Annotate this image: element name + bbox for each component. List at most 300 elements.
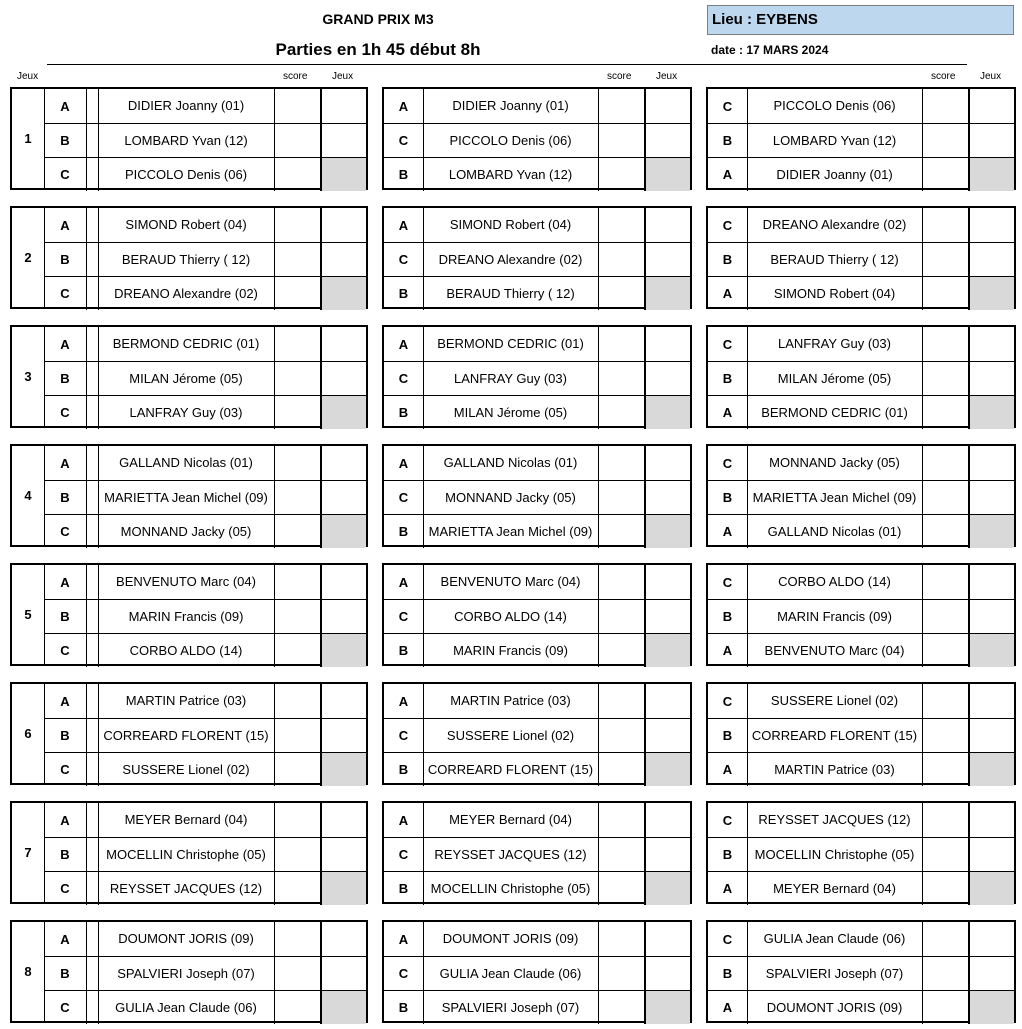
jeux-cell[interactable] (320, 634, 366, 667)
player-row (44, 752, 366, 786)
position-letter: C (60, 286, 70, 301)
position-letter: B (398, 881, 409, 896)
jeux-cell[interactable] (320, 803, 366, 837)
jeux-cell[interactable] (644, 362, 690, 395)
header-jeux-left: Jeux (17, 71, 39, 82)
column-divider (86, 158, 87, 191)
score-cell[interactable] (598, 922, 644, 956)
score-cell[interactable] (598, 243, 644, 276)
player-row (708, 752, 1014, 786)
position-letter: A (398, 574, 409, 590)
score-cell[interactable] (274, 719, 320, 752)
player-name: CORREARD FLORENT (15) (427, 761, 594, 777)
player-name: BERAUD Thierry ( 12) (770, 251, 899, 267)
position-letter: C (722, 574, 733, 590)
score-cell[interactable] (598, 719, 644, 752)
jeux-cell[interactable] (320, 243, 366, 276)
score-cell[interactable] (598, 515, 644, 548)
score-cell[interactable] (922, 362, 968, 395)
position-letter: A (722, 167, 733, 182)
player-name: SUSSERE Lionel (02) (122, 761, 250, 777)
score-cell[interactable] (922, 922, 968, 956)
jeux-cell[interactable] (320, 277, 366, 310)
player-row (384, 837, 690, 871)
position-letter: B (60, 371, 70, 386)
jeux-cell[interactable] (968, 515, 1014, 548)
jeux-cell[interactable] (320, 991, 366, 1024)
jeux-cell[interactable] (644, 803, 690, 837)
score-cell[interactable] (274, 208, 320, 242)
position-letter: A (398, 455, 409, 471)
score-cell[interactable] (274, 89, 320, 123)
game-block (382, 920, 692, 1023)
player-name: DREANO Alexandre (02) (438, 251, 583, 267)
jeux-cell[interactable] (320, 565, 366, 599)
score-cell[interactable] (598, 753, 644, 786)
player-name: MOCELLIN Christophe (05) (430, 880, 591, 896)
game-block (706, 87, 1016, 190)
player-name: SPALVIERI Joseph (07) (765, 965, 904, 981)
score-cell[interactable] (274, 565, 320, 599)
player-row (708, 871, 1014, 905)
player-row (44, 446, 366, 480)
score-cell[interactable] (274, 327, 320, 361)
position-letter: B (398, 286, 409, 301)
jeux-cell[interactable] (320, 208, 366, 242)
score-cell[interactable] (922, 396, 968, 429)
jeux-cell[interactable] (968, 922, 1014, 956)
column-divider (86, 922, 87, 956)
player-name: MOCELLIN Christophe (05) (106, 846, 266, 862)
player-row (384, 361, 690, 395)
player-row (708, 361, 1014, 395)
jeux-cell[interactable] (968, 243, 1014, 276)
jeux-cell[interactable] (644, 991, 690, 1024)
player-row (384, 480, 690, 514)
jeux-cell[interactable] (644, 719, 690, 752)
jeux-cell[interactable] (968, 327, 1014, 361)
score-cell[interactable] (274, 803, 320, 837)
column-divider (86, 208, 87, 242)
score-cell[interactable] (274, 396, 320, 429)
score-cell[interactable] (598, 634, 644, 667)
position-letter: C (60, 881, 70, 896)
jeux-cell[interactable] (644, 396, 690, 429)
score-cell[interactable] (598, 481, 644, 514)
score-cell[interactable] (922, 565, 968, 599)
position-letter: A (722, 286, 733, 301)
score-cell[interactable] (274, 872, 320, 905)
score-cell[interactable] (922, 89, 968, 123)
jeux-cell[interactable] (644, 684, 690, 718)
jeux-cell[interactable] (644, 565, 690, 599)
column-divider (86, 803, 87, 837)
jeux-cell[interactable] (644, 243, 690, 276)
score-cell[interactable] (598, 957, 644, 990)
column-divider (86, 838, 87, 871)
player-name: SUSSERE Lionel (02) (770, 693, 899, 708)
jeux-cell[interactable] (320, 719, 366, 752)
player-row (384, 123, 690, 157)
player-name: REYSSET JACQUES (12) (434, 846, 587, 862)
player-name: CORBO ALDO (14) (778, 574, 891, 589)
position-letter: A (722, 881, 733, 896)
date-text: date : 17 MARS 2024 (711, 43, 829, 57)
score-cell[interactable] (598, 565, 644, 599)
player-name: BENVENUTO Marc (04) (764, 642, 905, 658)
jeux-cell[interactable] (968, 634, 1014, 667)
position-letter: B (60, 133, 70, 148)
score-cell[interactable] (598, 277, 644, 310)
jeux-cell[interactable] (644, 753, 690, 786)
player-row (384, 89, 690, 123)
position-letter: C (722, 693, 733, 709)
game-block (706, 563, 1016, 666)
score-cell[interactable] (922, 515, 968, 548)
position-letter: A (722, 524, 733, 539)
player-name: SPALVIERI Joseph (07) (117, 965, 255, 981)
score-cell[interactable] (598, 872, 644, 905)
jeux-cell[interactable] (644, 515, 690, 548)
jeux-cell[interactable] (320, 838, 366, 871)
score-cell[interactable] (598, 89, 644, 123)
player-row (384, 446, 690, 480)
score-cell[interactable] (598, 446, 644, 480)
jeux-cell[interactable] (968, 600, 1014, 633)
player-row (44, 837, 366, 871)
score-cell[interactable] (598, 803, 644, 837)
jeux-cell[interactable] (320, 957, 366, 990)
jeux-cell[interactable] (644, 481, 690, 514)
score-cell[interactable] (922, 124, 968, 157)
position-letter: C (60, 405, 70, 420)
score-cell[interactable] (598, 991, 644, 1024)
round-number: 8 (12, 922, 45, 1021)
jeux-cell[interactable] (320, 753, 366, 786)
player-name: MILAN Jérome (05) (129, 370, 243, 386)
player-row (44, 276, 366, 310)
player-row (44, 922, 366, 956)
column-divider (86, 124, 87, 157)
jeux-cell[interactable] (320, 446, 366, 480)
position-letter: A (398, 98, 409, 114)
position-letter: A (60, 336, 70, 352)
position-letter: A (722, 1000, 733, 1015)
score-cell[interactable] (922, 600, 968, 633)
column-divider (86, 362, 87, 395)
jeux-cell[interactable] (644, 922, 690, 956)
score-cell[interactable] (922, 327, 968, 361)
player-name: MARTIN Patrice (03) (450, 693, 571, 708)
player-name: REYSSET JACQUES (12) (109, 880, 263, 896)
main-title: GRAND PRIX M3 (322, 11, 434, 27)
score-cell[interactable] (922, 684, 968, 718)
player-row (44, 242, 366, 276)
position-letter: B (722, 728, 733, 743)
player-row (384, 871, 690, 905)
game-block (382, 563, 692, 666)
jeux-cell[interactable] (644, 600, 690, 633)
score-cell[interactable] (922, 991, 968, 1024)
score-cell[interactable] (922, 208, 968, 242)
score-cell[interactable] (598, 396, 644, 429)
position-letter: A (60, 98, 70, 114)
player-row (708, 599, 1014, 633)
score-cell[interactable] (598, 838, 644, 871)
game-block (706, 920, 1016, 1023)
score-cell[interactable] (598, 684, 644, 718)
score-cell[interactable] (598, 327, 644, 361)
player-name: MARIETTA Jean Michel (09) (752, 489, 917, 505)
jeux-cell[interactable] (968, 208, 1014, 242)
jeux-cell[interactable] (968, 362, 1014, 395)
game-block (706, 325, 1016, 428)
player-name: MARTIN Patrice (03) (125, 693, 247, 708)
score-cell[interactable] (598, 362, 644, 395)
player-row (708, 956, 1014, 990)
player-row (708, 123, 1014, 157)
player-name: GALLAND Nicolas (01) (119, 455, 253, 470)
score-cell[interactable] (274, 481, 320, 514)
jeux-cell[interactable] (968, 565, 1014, 599)
player-row (708, 684, 1014, 718)
header-jeux-2: Jeux (656, 71, 678, 82)
jeux-cell[interactable] (320, 362, 366, 395)
position-letter: B (60, 252, 70, 267)
jeux-cell[interactable] (968, 957, 1014, 990)
game-block (382, 801, 692, 904)
player-name: MILAN Jérome (05) (453, 404, 568, 420)
position-letter: B (60, 609, 70, 624)
score-cell[interactable] (274, 243, 320, 276)
position-letter: C (722, 217, 733, 233)
jeux-cell[interactable] (968, 89, 1014, 123)
column-divider (86, 396, 87, 429)
score-cell[interactable] (274, 515, 320, 548)
jeux-cell[interactable] (644, 634, 690, 667)
sub-title: Parties en 1h 45 début 8h (275, 40, 481, 59)
player-name: DIDIER Joanny (01) (127, 98, 245, 113)
jeux-cell[interactable] (644, 124, 690, 157)
jeux-cell[interactable] (320, 872, 366, 905)
column-divider (86, 753, 87, 786)
player-name: GALLAND Nicolas (01) (443, 455, 578, 470)
position-letter: C (722, 336, 733, 352)
position-letter: A (722, 643, 733, 658)
score-cell[interactable] (274, 684, 320, 718)
jeux-cell[interactable] (968, 277, 1014, 310)
score-cell[interactable] (922, 719, 968, 752)
score-cell[interactable] (598, 600, 644, 633)
player-row (708, 327, 1014, 361)
player-name: DIDIER Joanny (01) (776, 166, 893, 182)
jeux-cell[interactable] (968, 684, 1014, 718)
jeux-cell[interactable] (644, 957, 690, 990)
jeux-cell[interactable] (968, 719, 1014, 752)
player-name: SIMOND Robert (04) (773, 285, 896, 301)
jeux-cell[interactable] (968, 481, 1014, 514)
jeux-cell[interactable] (968, 396, 1014, 429)
position-letter: B (722, 371, 733, 386)
player-row (44, 871, 366, 905)
score-cell[interactable] (922, 277, 968, 310)
player-row (44, 327, 366, 361)
player-row (384, 242, 690, 276)
score-cell[interactable] (274, 634, 320, 667)
jeux-cell[interactable] (644, 158, 690, 191)
score-cell[interactable] (274, 124, 320, 157)
score-cell[interactable] (274, 362, 320, 395)
player-row (708, 242, 1014, 276)
jeux-cell[interactable] (320, 396, 366, 429)
player-name: PICCOLO Denis (06) (773, 98, 896, 113)
position-letter: B (722, 609, 733, 624)
score-cell[interactable] (922, 634, 968, 667)
column-divider (86, 481, 87, 514)
jeux-cell[interactable] (644, 277, 690, 310)
position-letter: C (60, 762, 70, 777)
position-letter: B (722, 252, 733, 267)
player-name: MEYER Bernard (04) (124, 812, 248, 827)
player-row (44, 718, 366, 752)
position-letter: C (398, 371, 409, 386)
jeux-cell[interactable] (968, 124, 1014, 157)
header-rule (47, 64, 967, 65)
position-letter: B (722, 133, 733, 148)
jeux-cell[interactable] (320, 922, 366, 956)
score-cell[interactable] (922, 803, 968, 837)
player-row (384, 684, 690, 718)
score-cell[interactable] (274, 957, 320, 990)
column-divider (86, 600, 87, 633)
game-block (10, 920, 368, 1023)
player-name: GALLAND Nicolas (01) (767, 523, 902, 539)
position-letter: A (60, 693, 70, 709)
jeux-cell[interactable] (320, 600, 366, 633)
player-name: PICCOLO Denis (06) (449, 132, 572, 148)
position-letter: B (398, 405, 409, 420)
header-score-3: score (931, 71, 956, 82)
round-number: 5 (12, 565, 45, 664)
position-letter: B (398, 762, 409, 777)
jeux-cell[interactable] (968, 838, 1014, 871)
player-name: CORREARD FLORENT (15) (103, 727, 269, 743)
player-name: LOMBARD Yvan (12) (124, 132, 248, 148)
jeux-cell[interactable] (320, 481, 366, 514)
position-letter: B (398, 524, 409, 539)
score-cell[interactable] (598, 208, 644, 242)
column-divider (86, 991, 87, 1024)
position-letter: C (398, 133, 409, 148)
position-letter: A (722, 762, 733, 777)
score-cell[interactable] (274, 838, 320, 871)
score-cell[interactable] (922, 481, 968, 514)
position-letter: B (398, 1000, 409, 1015)
player-row (708, 89, 1014, 123)
player-name: SIMOND Robert (04) (449, 217, 572, 232)
score-cell[interactable] (274, 158, 320, 191)
jeux-cell[interactable] (968, 872, 1014, 905)
column-divider (86, 684, 87, 718)
jeux-cell[interactable] (644, 327, 690, 361)
player-row (44, 565, 366, 599)
player-name: REYSSET JACQUES (12) (758, 812, 911, 827)
player-name: PICCOLO Denis (06) (124, 166, 248, 182)
header-score-2: score (607, 71, 632, 82)
score-cell[interactable] (274, 922, 320, 956)
position-letter: B (722, 490, 733, 505)
player-name: MARIETTA Jean Michel (09) (428, 523, 593, 539)
score-cell[interactable] (274, 753, 320, 786)
player-name: LANFRAY Guy (03) (129, 404, 243, 420)
score-cell[interactable] (274, 991, 320, 1024)
score-cell[interactable] (274, 446, 320, 480)
jeux-cell[interactable] (320, 158, 366, 191)
jeux-cell[interactable] (968, 991, 1014, 1024)
jeux-cell[interactable] (644, 838, 690, 871)
jeux-cell[interactable] (644, 208, 690, 242)
score-cell[interactable] (922, 957, 968, 990)
jeux-cell[interactable] (320, 515, 366, 548)
jeux-cell[interactable] (644, 872, 690, 905)
jeux-cell[interactable] (968, 158, 1014, 191)
jeux-cell[interactable] (320, 89, 366, 123)
score-cell[interactable] (274, 600, 320, 633)
position-letter: B (398, 167, 409, 182)
score-cell[interactable] (922, 872, 968, 905)
player-name: MEYER Bernard (04) (773, 880, 896, 896)
player-row (44, 208, 366, 242)
jeux-cell[interactable] (320, 124, 366, 157)
game-block (382, 444, 692, 547)
jeux-cell[interactable] (968, 446, 1014, 480)
position-letter: B (722, 966, 733, 981)
player-row (708, 395, 1014, 429)
player-name: DREANO Alexandre (02) (114, 285, 258, 301)
player-row (384, 327, 690, 361)
game-block (382, 682, 692, 785)
score-cell[interactable] (598, 158, 644, 191)
column-divider (86, 327, 87, 361)
score-cell[interactable] (922, 158, 968, 191)
position-letter: C (60, 643, 70, 658)
jeux-cell[interactable] (968, 753, 1014, 786)
round-number: 7 (12, 803, 45, 902)
score-cell[interactable] (922, 446, 968, 480)
jeux-cell[interactable] (644, 446, 690, 480)
score-cell[interactable] (598, 124, 644, 157)
jeux-cell[interactable] (320, 327, 366, 361)
column-divider (86, 719, 87, 752)
player-row (708, 633, 1014, 667)
position-letter: A (722, 405, 733, 420)
column-divider (86, 277, 87, 310)
position-letter: B (398, 643, 409, 658)
player-row (44, 599, 366, 633)
score-cell[interactable] (922, 753, 968, 786)
player-name: LOMBARD Yvan (12) (448, 166, 573, 182)
score-cell[interactable] (274, 277, 320, 310)
player-name: MONNAND Jacky (05) (120, 523, 252, 539)
position-letter: B (722, 847, 733, 862)
jeux-cell[interactable] (320, 684, 366, 718)
jeux-cell[interactable] (968, 803, 1014, 837)
player-name: MARIN Francis (09) (453, 642, 568, 658)
jeux-cell[interactable] (644, 89, 690, 123)
position-letter: A (60, 931, 70, 947)
score-cell[interactable] (922, 243, 968, 276)
score-cell[interactable] (922, 838, 968, 871)
